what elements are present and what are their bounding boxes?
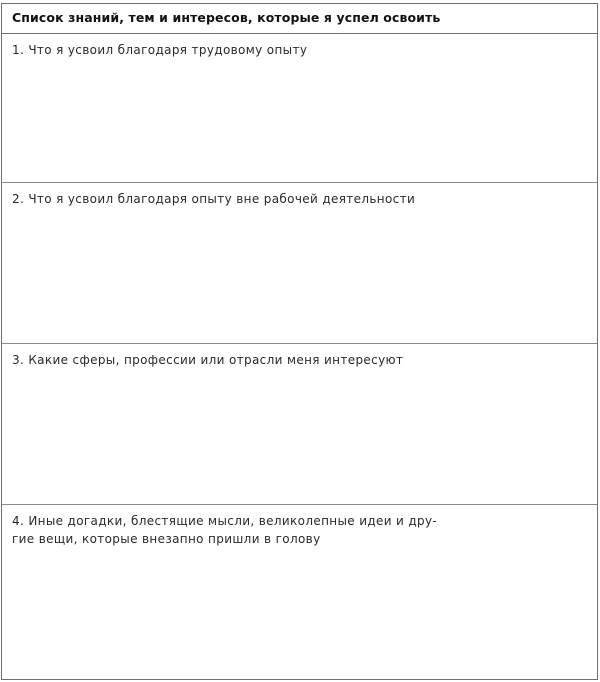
section-prompt: 3. Какие сферы, профессии или отрасли меня интересуют xyxy=(12,353,404,367)
worksheet-title: Список знаний, тем и интересов, которые я успел освоить xyxy=(2,4,597,34)
section-prompt: 1. Что я усвоил благодаря трудовому опыту xyxy=(12,43,308,57)
section-work-experience[interactable] xyxy=(2,34,597,183)
worksheet-table xyxy=(1,3,598,680)
section-non-work-experience[interactable] xyxy=(2,183,597,344)
section-prompt-line-1: 4. Иные догадки, блестящие мысли, великолепные идеи и дру- xyxy=(12,514,438,528)
section-interests[interactable] xyxy=(2,344,597,505)
section-other-ideas[interactable] xyxy=(2,505,597,679)
section-prompt-line-2: гие вещи, которые внезапно пришли в голову xyxy=(12,532,321,546)
section-prompt: 2. Что я усвоил благодаря опыту вне рабочей деятельности xyxy=(12,192,416,206)
